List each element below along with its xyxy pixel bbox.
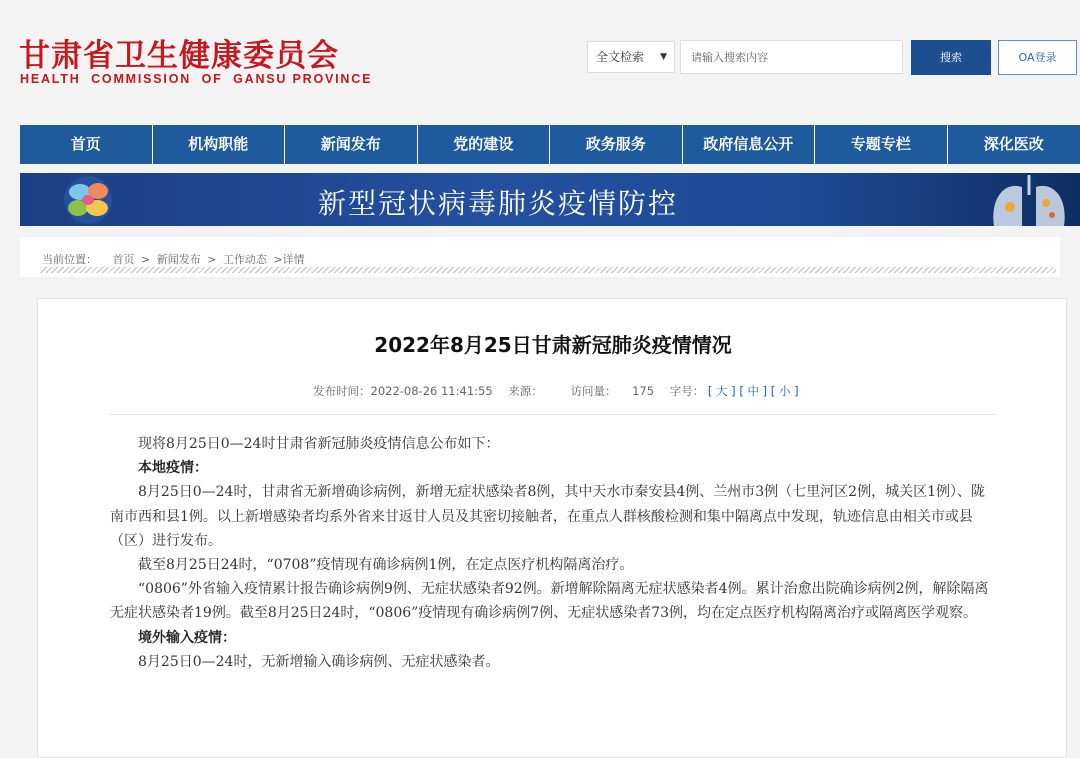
local-epidemic-heading: 本地疫情： — [110, 456, 998, 480]
font-size-label: 字号： — [670, 384, 705, 398]
breadcrumb-work-news[interactable]: 工作动态 — [223, 253, 267, 266]
nav-item-org-functions[interactable]: 机构职能 — [153, 125, 286, 164]
nav-item-gov-services[interactable]: 政务服务 — [550, 125, 683, 164]
font-size-small-link[interactable]: 小 — [779, 384, 791, 398]
imported-epidemic-heading: 境外输入疫情： — [110, 626, 998, 650]
meta-divider — [110, 414, 996, 415]
breadcrumb-bar — [20, 237, 1060, 277]
publish-time-label: 发布时间： — [313, 384, 371, 398]
font-size-medium-link[interactable]: 中 — [747, 384, 759, 398]
nav-item-party-building[interactable]: 党的建设 — [418, 125, 551, 164]
cluster-0806-paragraph: “0806”外省输入疫情累计报告确诊病例9例、无症状感染者92例。新增解除隔离无症状感染者4例。累计治愈出院确诊病例2例，解除隔离无症状感染者19例。截至8月25日24时，“0806”疫情现有确诊病例7例、无症状感染者73例，均在定点医疗机构隔离治疗或隔离医学观察。 — [110, 577, 998, 625]
main-nav — [20, 125, 1080, 164]
flower-emblem-icon — [56, 174, 120, 226]
article-title: 2022年8月25日甘肃新冠肺炎疫情情况 — [38, 329, 1068, 358]
nav-item-medical-reform[interactable]: 深化医改 — [948, 125, 1080, 164]
site-logo-cn[interactable]: 甘肃省卫生健康委员会 — [19, 30, 339, 75]
breadcrumb-separator: > — [207, 253, 216, 266]
intro-paragraph: 现将8月25日0—24时甘肃省新冠肺炎疫情信息公布如下： — [110, 432, 998, 456]
hatch-divider — [40, 267, 1056, 273]
search-button[interactable]: 搜索 — [911, 40, 991, 75]
breadcrumb-label: 当前位置： — [42, 253, 97, 266]
article-meta: 发布时间：2022-08-26 11:41:55 来源： 访问量： 175 字号： [ 大 ] [ 中 ] [ 小 ] — [313, 383, 799, 399]
breadcrumb-home[interactable]: 首页 — [113, 253, 135, 266]
publish-time: 2022-08-26 11:41:55 — [371, 384, 493, 398]
source-label: 来源： — [508, 384, 543, 398]
views-label: 访问量： — [570, 384, 616, 398]
breadcrumb-news[interactable]: 新闻发布 — [157, 253, 201, 266]
imported-cases-paragraph: 8月25日0—24时，无新增输入确诊病例、无症状感染者。 — [110, 650, 998, 674]
oa-login-button[interactable]: OA登录 — [998, 40, 1077, 75]
nav-item-news[interactable]: 新闻发布 — [285, 125, 418, 164]
views-count: 175 — [632, 384, 654, 398]
breadcrumb-current: >详情 — [273, 253, 304, 266]
breadcrumb-separator: > — [141, 253, 150, 266]
breadcrumb — [42, 251, 308, 267]
nav-item-info-disclosure[interactable]: 政府信息公开 — [683, 125, 816, 164]
font-size-large-link[interactable]: 大 — [716, 384, 728, 398]
cluster-0708-paragraph: 截至8月25日24时，“0708”疫情现有确诊病例1例，在定点医疗机构隔离治疗。 — [110, 553, 998, 577]
dropdown-arrow-icon: ▼ — [660, 42, 667, 72]
lungs-icon — [984, 173, 1074, 226]
search-type-label: 全文检索 — [596, 50, 644, 64]
epidemic-banner[interactable] — [20, 173, 1080, 226]
local-new-cases-paragraph: 8月25日0—24时，甘肃省无新增确诊病例，新增无症状感染者8例，其中天水市秦安县4例、兰州市3例（七里河区2例，城关区1例）、陇南市西和县1例。以上新增感染者均系外省来甘返甘人员及其密切接触者，在重点人群核酸检测和集中隔离点中发现，轨迹信息由相关市或县（区）进行发布。 — [110, 480, 998, 553]
nav-item-special-topics[interactable]: 专题专栏 — [815, 125, 948, 164]
banner-title: 新型冠状病毒肺炎疫情防控 — [318, 182, 678, 222]
search-type-select[interactable] — [587, 41, 675, 73]
article-body — [110, 432, 998, 674]
article-panel — [37, 298, 1067, 758]
site-logo-en: HEALTH COMMISSION OF GANSU PROVINCE — [20, 72, 372, 86]
search-input[interactable] — [680, 40, 903, 74]
nav-item-home[interactable]: 首页 — [20, 125, 153, 164]
